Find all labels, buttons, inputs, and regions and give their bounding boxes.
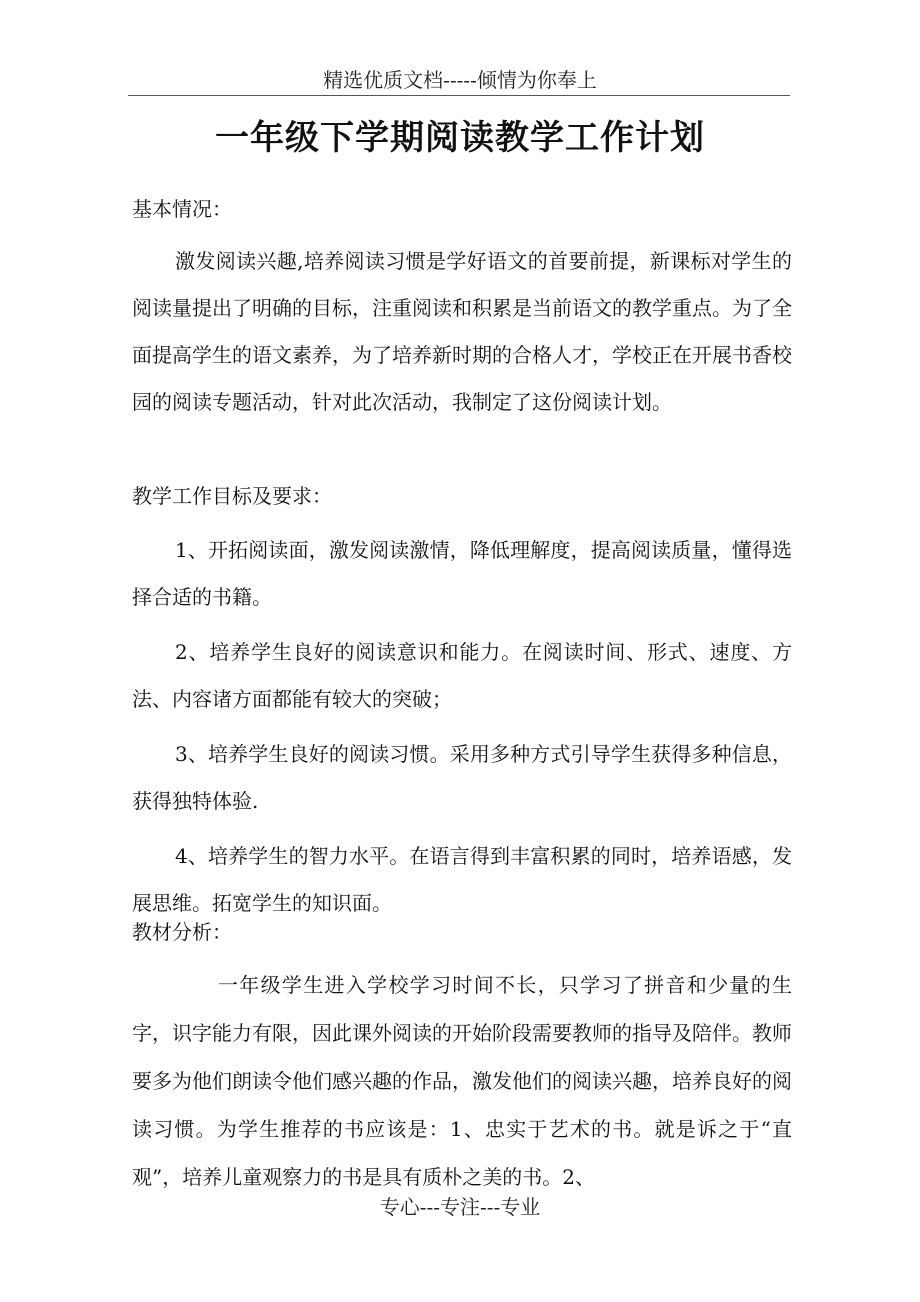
- section-heading-analysis: 教材分析：: [132, 920, 232, 944]
- section-heading-goals: 教学工作目标及要求：: [132, 484, 332, 508]
- paragraph-basic: 激发阅读兴趣,培养阅读习惯是学好语文的首要前提，新课标对学生的阅读量提出了明确的目标，注重阅读和积累是当前语文的教学重点。为了全面提高学生的语文素养，为了培养新时期的合格人才，学校正在开展书香校园的阅读专题活动，针对此次活动，我制定了这份阅读计划。: [132, 249, 792, 414]
- page-footer: 专心---专注---专业: [379, 1195, 541, 1219]
- section-goals: [132, 477, 792, 515]
- paragraph-analysis: 一年级学生进入学校学习时间不长，只学习了拼音和少量的生字，识字能力有限，因此课外阅读的开始阶段需要教师的指导及陪伴。教师要多为他们朗读令他们感兴趣的作品，激发他们的阅读兴趣，培养良好的阅读习惯。为学生推荐的书应该是：1、忠实于艺术的书。就是诉之于“直观”，培养儿童观察力的书是具有质朴之美的书。2、: [132, 973, 792, 1189]
- page-header: 精选优质文档-----倾情为你奉上: [323, 68, 597, 92]
- goal-list: [132, 527, 792, 927]
- section-analysis-body: [132, 961, 792, 1201]
- section-analysis: [132, 913, 792, 951]
- section-basic-body: [132, 238, 792, 426]
- goal-item-3: 3、培养学生良好的阅读习惯。采用多种方式引导学生获得多种信息，获得独特体验.: [132, 742, 792, 813]
- header-divider: [128, 95, 790, 96]
- document-title: 一年级下学期阅读教学工作计划: [215, 118, 705, 158]
- goal-item-4: 4、培养学生的智力水平。在语言得到丰富积累的同时，培养语感，发展思维。拓宽学生的知识面。: [132, 844, 792, 915]
- section-heading-basic: 基本情况：: [132, 197, 232, 221]
- goal-item-2: 2、培养学生良好的阅读意识和能力。在阅读时间、形式、速度、方法、内容诸方面都能有较大的突破；: [132, 640, 792, 711]
- section-basic: [132, 190, 792, 228]
- goal-item-1: 1、开拓阅读面，激发阅读激情，降低理解度，提高阅读质量，懂得选择合适的书籍。: [132, 538, 792, 609]
